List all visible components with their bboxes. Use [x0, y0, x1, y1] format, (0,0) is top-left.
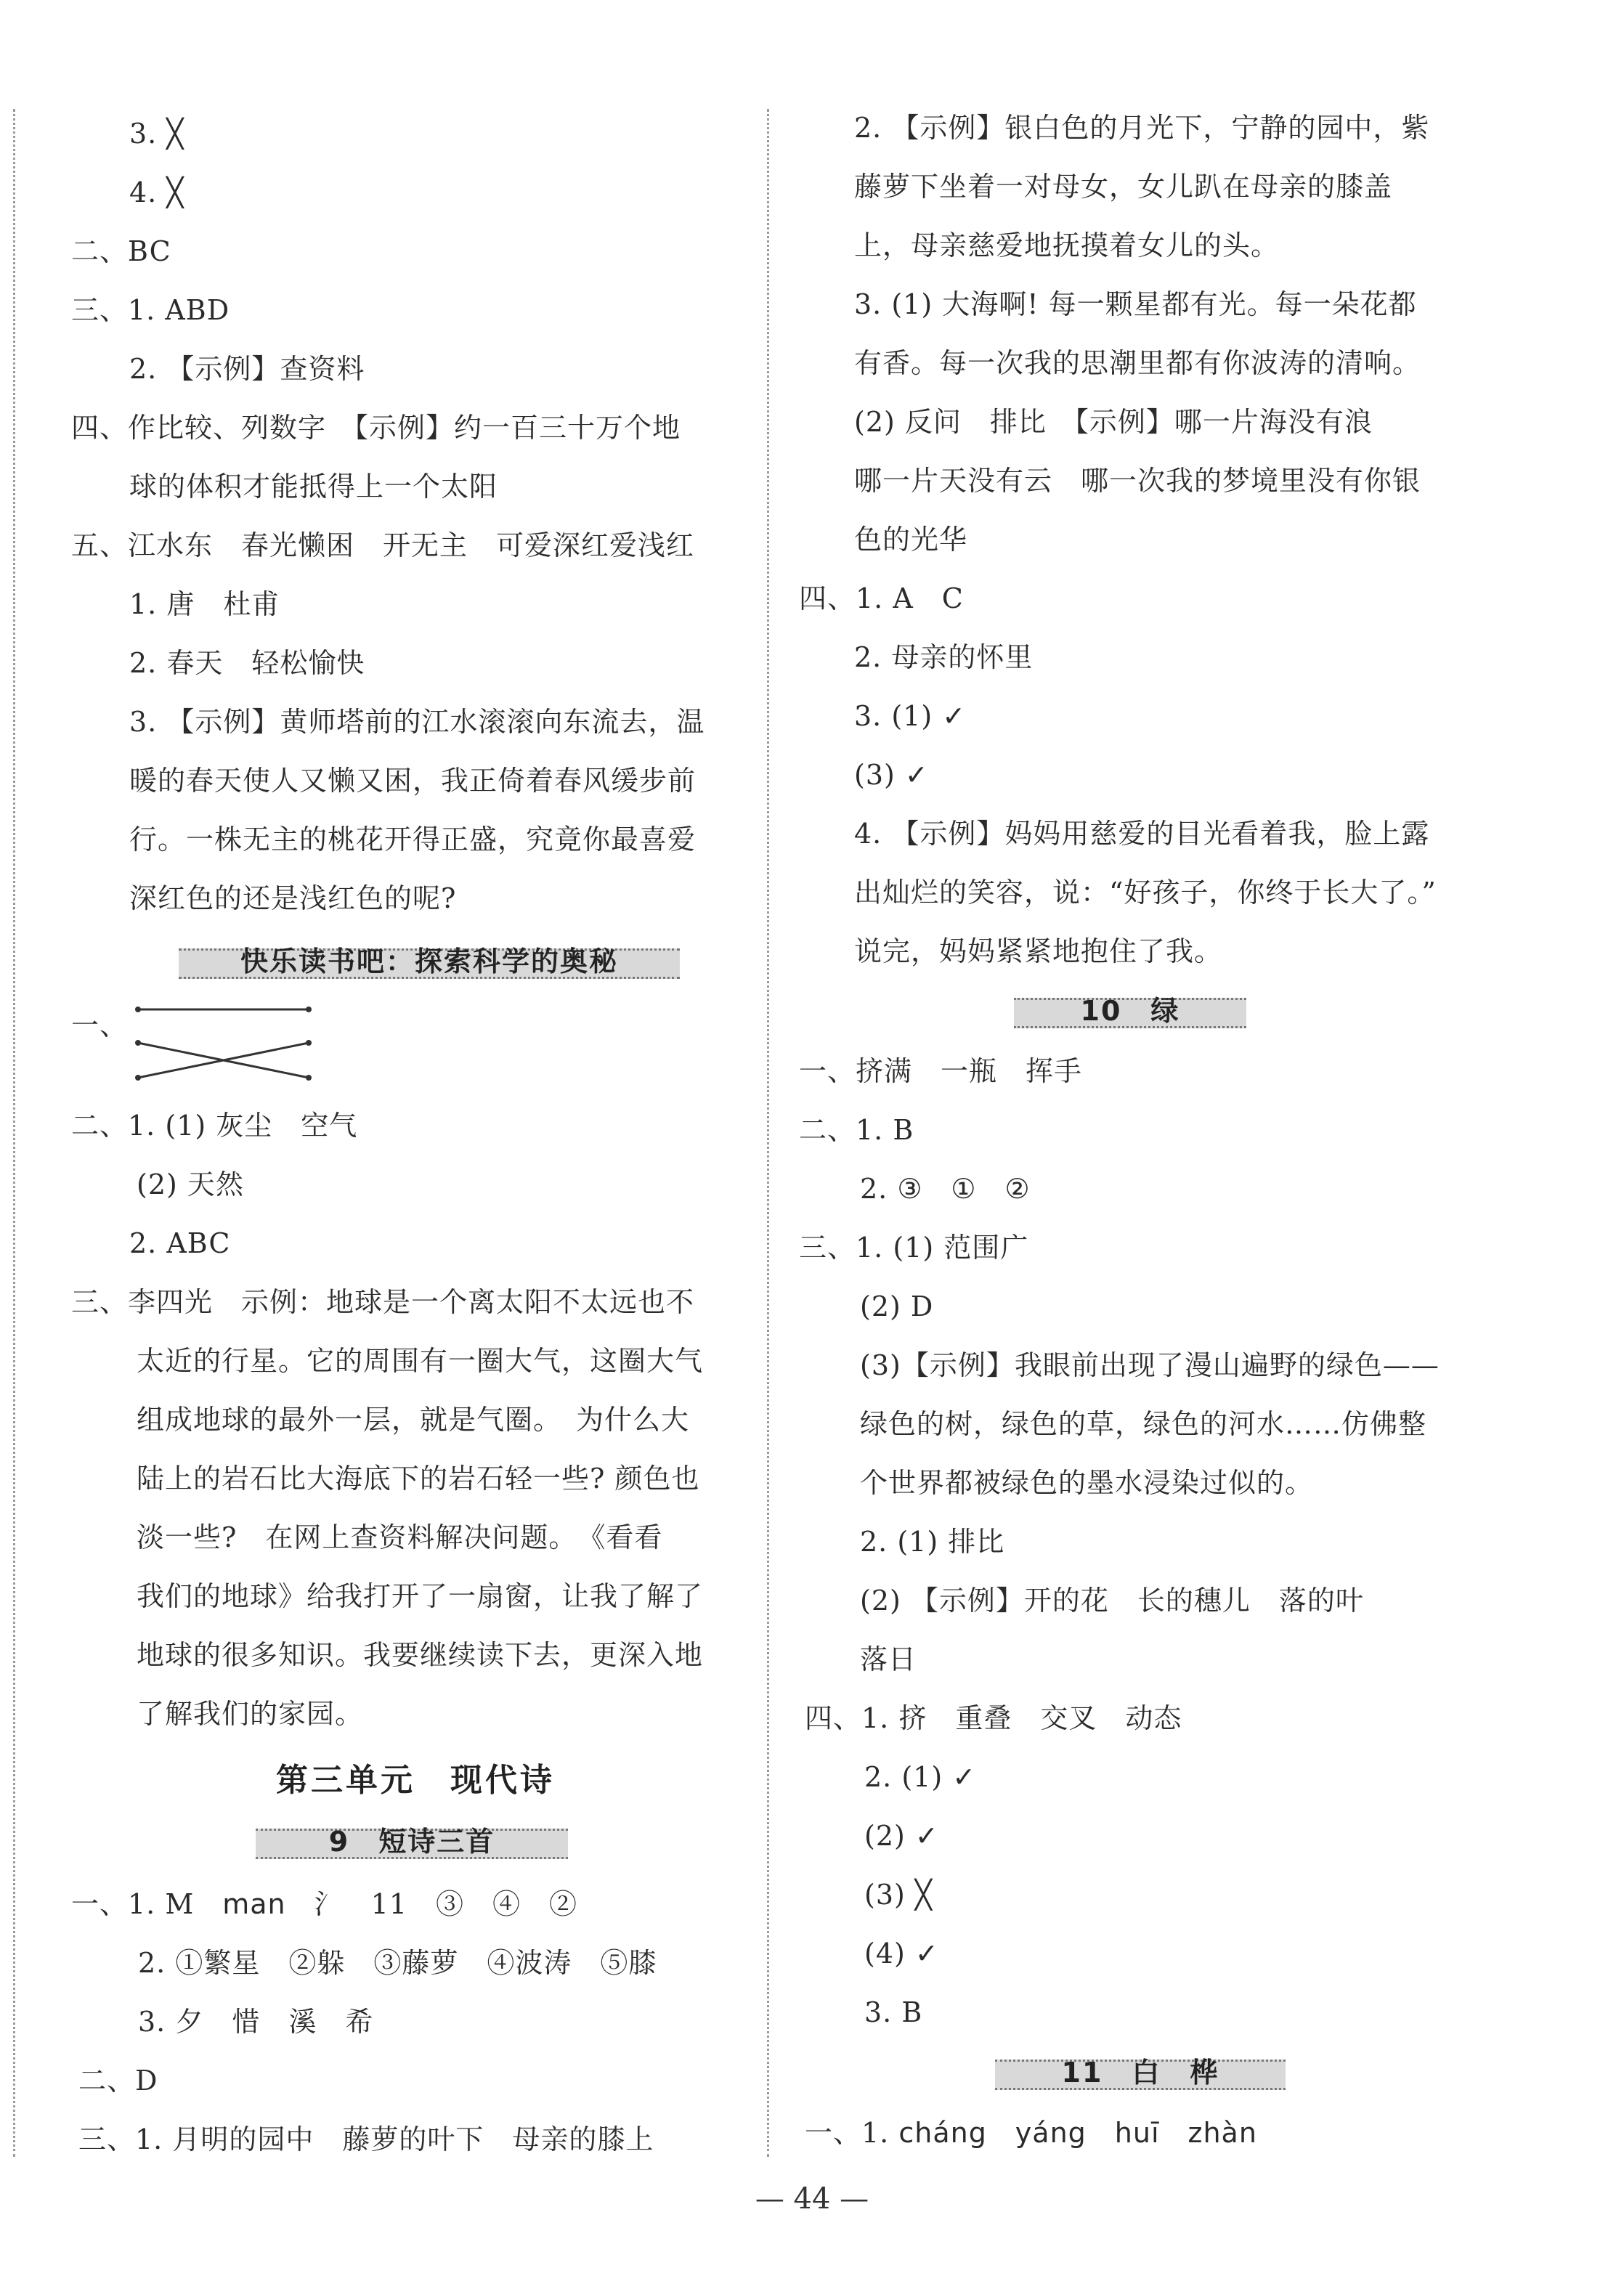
answer-line: 2. ABC [129, 1227, 231, 1259]
answer-line: 2. (1) 排比 [860, 1526, 1005, 1558]
answer-line: 二、1. (1) 灰尘 空气 [71, 1110, 358, 1142]
left-margin-divider [13, 109, 15, 2157]
answer-line: 组成地球的最外一层，就是气圈。 为什么大 [137, 1404, 690, 1436]
answer-line: (2) 天然 [137, 1168, 244, 1200]
answer-line: 出灿烂的笑容，说：“好孩子，你终于长大了。” [854, 877, 1437, 908]
answer-line: 2. (1) ✓ [864, 1761, 977, 1793]
answer-line: 3. (1) 大海啊! 每一颗星都有光。每一朵花都 [854, 288, 1417, 320]
answer-line: 1. 唐 杜甫 [129, 588, 280, 620]
lesson-banner-10 [1014, 991, 1246, 1028]
lesson-banner-9 [256, 1821, 568, 1859]
unit-title: 第三单元 现代诗 [276, 1762, 555, 1799]
answer-line: 陆上的岩石比大海底下的岩石轻一些? 颜色也 [137, 1463, 700, 1495]
answer-line: 太近的行星。它的周围有一圈大气，这圈大气 [137, 1345, 704, 1377]
answer-line: 球的体积才能抵得上一个太阳 [129, 471, 498, 503]
answer-line: 3. B [864, 1996, 923, 2028]
answer-line: (2) ✓ [864, 1820, 939, 1852]
answer-line: 4. 【示例】妈妈用慈爱的目光看着我，脸上露 [854, 818, 1430, 850]
answer-line: 三、1. 月明的园中 藤萝的叶下 母亲的膝上 [78, 2123, 654, 2155]
answer-line: 落日 [860, 1643, 917, 1675]
answer-line: 二、1. B [799, 1114, 914, 1146]
lesson-title: 11 白 桦 [1061, 2057, 1219, 2089]
answer-line: 2. 母亲的怀里 [854, 641, 1034, 673]
answer-prefix: 一、1. M [71, 1888, 223, 1920]
answer-line: 深红色的还是浅红色的呢? [129, 882, 457, 914]
answer-line: 绿色的树，绿色的草，绿色的河水……仿佛整 [860, 1408, 1427, 1440]
pinyin-text: man [222, 1888, 286, 1920]
answer-line: (2) 【示例】开的花 长的穗儿 落的叶 [860, 1585, 1364, 1617]
answer-line: 3. (1) ✓ [854, 700, 967, 732]
answer-line: (3) ✓ [854, 759, 929, 791]
answer-line: 2. 【示例】银白色的月光下，宁静的园中，紫 [854, 112, 1430, 144]
answer-line: 了解我们的家园。 [137, 1698, 364, 1730]
lesson-title: 10 绿 [1080, 995, 1180, 1027]
pinyin-text: cháng yáng huī zhàn [898, 2117, 1257, 2149]
answer-line: (2) 反问 排比 【示例】哪一片海没有浪 [854, 406, 1373, 438]
answer-line: 2. 春天 轻松愉快 [129, 647, 365, 679]
answer-line: 三、1. (1) 范围广 [799, 1232, 1029, 1264]
answer-line: 我们的地球》给我打开了一扇窗，让我了解了 [137, 1580, 704, 1612]
answer-line: 有香。每一次我的思潮里都有你波涛的清响。 [854, 347, 1421, 379]
answer-line: (4) ✓ [864, 1938, 939, 1969]
answer-line: 一、 [71, 1009, 129, 1041]
answer-line: 四、1. A C [799, 582, 964, 614]
answer-line: (3) ╳ [864, 1879, 933, 1911]
answer-line: 四、1. 挤 重叠 交叉 动态 [805, 1702, 1182, 1734]
answer-suffix: 氵 11 ③ ④ ② [285, 1888, 577, 1920]
answer-line: 色的光华 [854, 524, 968, 556]
answer-line: 二、D [78, 2065, 158, 2097]
answer-line: 3. 【示例】黄师塔前的江水滚滚向东流去，温 [129, 706, 705, 738]
answer-line: 3. 夕 惜 溪 希 [138, 2006, 374, 2038]
answer-prefix: 一、1. [805, 2117, 899, 2149]
answer-line: 4. ╳ [129, 176, 184, 208]
column-divider [767, 109, 769, 2157]
answer-line: 地球的很多知识。我要继续读下去，更深入地 [137, 1639, 704, 1671]
section-banner-reading [179, 941, 680, 979]
answer-line: 2. ①繁星 ②躲 ③藤萝 ④波涛 ⑤膝 [138, 1947, 657, 1979]
answer-line: 说完，妈妈紧紧地抱住了我。 [854, 935, 1223, 967]
answer-line: 二、BC [71, 235, 171, 267]
page-number: — 44 — [755, 2182, 869, 2216]
answer-line: 2. 【示例】查资料 [129, 353, 365, 385]
answer-line: 五、江水东 春光懒困 开无主 可爱深红爱浅红 [71, 529, 695, 561]
answer-line: 3. ╳ [129, 118, 184, 150]
section-banner-title: 快乐读书吧：探索科学的奥秘 [240, 946, 618, 977]
answer-line: 一、挤满 一瓶 挥手 [799, 1055, 1083, 1087]
answer-line [71, 1881, 577, 1927]
answer-line: 三、李四光 示例：地球是一个离太阳不太远也不 [71, 1286, 695, 1318]
lesson-banner-11 [995, 2052, 1286, 2090]
answer-line [805, 2110, 1257, 2156]
answer-line: 暖的春天使人又懒又困，我正倚着春风缓步前 [129, 765, 697, 797]
answer-line: 三、1. ABD [71, 294, 230, 326]
answer-line: (2) D [860, 1290, 934, 1322]
answer-line: 哪一片天没有云 哪一次我的梦境里没有你银 [854, 465, 1421, 497]
answer-line: 淡一些? 在网上查资料解决问题。 《看看 [137, 1521, 663, 1553]
lesson-title: 9 短诗三首 [328, 1826, 495, 1858]
answer-line: 2. ③ ① ② [860, 1173, 1031, 1205]
answer-line: 四、作比较、列数字 【示例】约一百三十万个地 [71, 412, 681, 444]
answer-line: 藤萝下坐着一对母女，女儿趴在母亲的膝盖 [854, 171, 1393, 203]
answer-line: 上，母亲慈爱地抚摸着女儿的头。 [854, 229, 1280, 261]
answer-line: 行。一株无主的桃花开得正盛，究竟你最喜爱 [129, 824, 697, 855]
matching-lines-figure [131, 1001, 320, 1088]
answer-line: (3)【示例】我眼前出现了漫山遍野的绿色—— [860, 1349, 1440, 1381]
answer-line: 个世界都被绿色的墨水浸染过似的。 [860, 1467, 1314, 1499]
